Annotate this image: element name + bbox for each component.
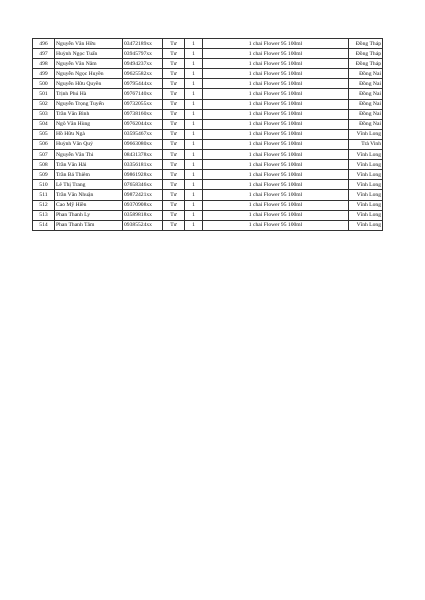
province-cell: Đồng Nai: [349, 119, 383, 129]
quantity-cell: 1: [185, 180, 203, 190]
row-number-cell: 504: [33, 119, 55, 129]
quantity-cell: 1: [185, 200, 203, 210]
province-cell: Đồng Nai: [349, 79, 383, 89]
table-row: [33, 129, 383, 139]
prize-cell: 1 chai Flower 95 100ml: [203, 119, 349, 129]
phone-cell: 09861928xx: [123, 170, 163, 180]
row-number-cell: 502: [33, 99, 55, 109]
name-cell: Nguyễn Hữu Quyền: [55, 79, 123, 89]
quantity-cell: 1: [185, 69, 203, 79]
province-cell: Vĩnh Long: [349, 129, 383, 139]
type-cell: Tư: [163, 129, 185, 139]
name-cell: Trần Văn Nhuận: [55, 190, 123, 200]
table-row: [33, 79, 383, 89]
province-cell: Đồng Nai: [349, 109, 383, 119]
quantity-cell: 1: [185, 109, 203, 119]
type-cell: Tư: [163, 79, 185, 89]
phone-cell: 09795444xx: [123, 79, 163, 89]
prize-cell: 1 chai Flower 95 100ml: [203, 69, 349, 79]
province-cell: Vĩnh Long: [349, 210, 383, 220]
prize-cell: 1 chai Flower 95 100ml: [203, 129, 349, 139]
quantity-cell: 1: [185, 150, 203, 160]
phone-cell: 09625582xx: [123, 69, 163, 79]
quantity-cell: 1: [185, 99, 203, 109]
type-cell: Tư: [163, 99, 185, 109]
type-cell: Tư: [163, 180, 185, 190]
phone-cell: 09767140xx: [123, 89, 163, 99]
prize-cell: 1 chai Flower 95 100ml: [203, 160, 349, 170]
name-cell: Trần Bá Thiêm: [55, 170, 123, 180]
row-number-cell: 501: [33, 89, 55, 99]
table-row: [33, 190, 383, 200]
type-cell: Tư: [163, 170, 185, 180]
row-number-cell: 505: [33, 129, 55, 139]
prize-cell: 1 chai Flower 95 100ml: [203, 89, 349, 99]
row-number-cell: 512: [33, 200, 55, 210]
table-row: [33, 119, 383, 129]
type-cell: Tư: [163, 69, 185, 79]
province-cell: Vĩnh Long: [349, 220, 383, 230]
prize-cell: 1 chai Flower 95 100ml: [203, 39, 349, 49]
province-cell: Vĩnh Long: [349, 160, 383, 170]
table-row: [33, 39, 383, 49]
phone-cell: 09762044xx: [123, 119, 163, 129]
name-cell: Nguyễn Văn Hữu: [55, 39, 123, 49]
phone-cell: 09494237xx: [123, 59, 163, 69]
prize-cell: 1 chai Flower 95 100ml: [203, 99, 349, 109]
table-row: [33, 200, 383, 210]
phone-cell: 03595467xx: [123, 129, 163, 139]
name-cell: Nguyễn Văn Nâm: [55, 59, 123, 69]
name-cell: Lê Thị Trang: [55, 180, 123, 190]
province-cell: Vĩnh Long: [349, 170, 383, 180]
quantity-cell: 1: [185, 160, 203, 170]
row-number-cell: 509: [33, 170, 55, 180]
table-row: [33, 139, 383, 149]
table-row: [33, 160, 383, 170]
type-cell: Tư: [163, 39, 185, 49]
table-row: [33, 210, 383, 220]
row-number-cell: 508: [33, 160, 55, 170]
name-cell: Phan Thanh Ly: [55, 210, 123, 220]
row-number-cell: 510: [33, 180, 55, 190]
prize-cell: 1 chai Flower 95 100ml: [203, 170, 349, 180]
phone-cell: 09663080xx: [123, 139, 163, 149]
province-cell: Đồng Nai: [349, 99, 383, 109]
quantity-cell: 1: [185, 39, 203, 49]
phone-cell: 03472189xx: [123, 39, 163, 49]
type-cell: Tư: [163, 59, 185, 69]
table-row: [33, 180, 383, 190]
quantity-cell: 1: [185, 129, 203, 139]
row-number-cell: 511: [33, 190, 55, 200]
quantity-cell: 1: [185, 139, 203, 149]
name-cell: Trần Văn Bình: [55, 109, 123, 119]
type-cell: Tư: [163, 200, 185, 210]
quantity-cell: 1: [185, 190, 203, 200]
table-row: [33, 59, 383, 69]
prize-cell: 1 chai Flower 95 100ml: [203, 139, 349, 149]
quantity-cell: 1: [185, 210, 203, 220]
table-row: [33, 109, 383, 119]
name-cell: Ngô Văn Hùng: [55, 119, 123, 129]
name-cell: Huỳnh Văn Quý: [55, 139, 123, 149]
name-cell: Trịnh Phú Hà: [55, 89, 123, 99]
type-cell: Tư: [163, 119, 185, 129]
province-cell: Vĩnh Long: [349, 150, 383, 160]
table-row: [33, 69, 383, 79]
row-number-cell: 499: [33, 69, 55, 79]
name-cell: Hồ Hữu Ngà: [55, 129, 123, 139]
row-number-cell: 513: [33, 210, 55, 220]
type-cell: Tư: [163, 220, 185, 230]
prize-cell: 1 chai Flower 95 100ml: [203, 109, 349, 119]
table-row: [33, 49, 383, 59]
type-cell: Tư: [163, 109, 185, 119]
province-cell: Đồng Tháp: [349, 59, 383, 69]
prize-cell: 1 chai Flower 95 100ml: [203, 79, 349, 89]
prize-cell: 1 chai Flower 95 100ml: [203, 49, 349, 59]
prize-cell: 1 chai Flower 95 100ml: [203, 59, 349, 69]
phone-cell: 03589818xx: [123, 210, 163, 220]
phone-cell: 03356181xx: [123, 160, 163, 170]
row-number-cell: 497: [33, 49, 55, 59]
phone-cell: 09370908xx: [123, 200, 163, 210]
table-row: [33, 99, 383, 109]
quantity-cell: 1: [185, 59, 203, 69]
type-cell: Tư: [163, 89, 185, 99]
row-number-cell: 500: [33, 79, 55, 89]
name-cell: Nguyễn Văn Thi: [55, 150, 123, 160]
phone-cell: 09385524xx: [123, 220, 163, 230]
phone-cell: 09872421xx: [123, 190, 163, 200]
name-cell: Trần Văn Hải: [55, 160, 123, 170]
prize-cell: 1 chai Flower 95 100ml: [203, 180, 349, 190]
type-cell: Tư: [163, 139, 185, 149]
prize-cell: 1 chai Flower 95 100ml: [203, 220, 349, 230]
table-row: [33, 220, 383, 230]
quantity-cell: 1: [185, 170, 203, 180]
prize-cell: 1 chai Flower 95 100ml: [203, 150, 349, 160]
table-row: [33, 89, 383, 99]
prize-cell: 1 chai Flower 95 100ml: [203, 190, 349, 200]
quantity-cell: 1: [185, 220, 203, 230]
phone-cell: 09732055xx: [123, 99, 163, 109]
row-number-cell: 506: [33, 139, 55, 149]
phone-cell: 09738160xx: [123, 109, 163, 119]
row-number-cell: 507: [33, 150, 55, 160]
table-row: [33, 170, 383, 180]
prize-cell: 1 chai Flower 95 100ml: [203, 210, 349, 220]
winners-table: [32, 38, 383, 231]
name-cell: Nguyễn Ngọc Huyền: [55, 69, 123, 79]
name-cell: Phan Thanh Tâm: [55, 220, 123, 230]
name-cell: Nguyễn Trọng Tuyến: [55, 99, 123, 109]
type-cell: Tư: [163, 49, 185, 59]
row-number-cell: 503: [33, 109, 55, 119]
quantity-cell: 1: [185, 49, 203, 59]
quantity-cell: 1: [185, 89, 203, 99]
name-cell: Huỳnh Ngọc Tuấn: [55, 49, 123, 59]
table-row: [33, 150, 383, 160]
province-cell: Đồng Nai: [349, 89, 383, 99]
province-cell: Vĩnh Long: [349, 200, 383, 210]
name-cell: Cao Mỹ Hiền: [55, 200, 123, 210]
row-number-cell: 514: [33, 220, 55, 230]
type-cell: Tư: [163, 160, 185, 170]
type-cell: Tư: [163, 150, 185, 160]
province-cell: Đồng Tháp: [349, 39, 383, 49]
type-cell: Tư: [163, 210, 185, 220]
province-cell: Vĩnh Long: [349, 180, 383, 190]
type-cell: Tư: [163, 190, 185, 200]
phone-cell: 07658346xx: [123, 180, 163, 190]
phone-cell: 03945797xx: [123, 49, 163, 59]
quantity-cell: 1: [185, 79, 203, 89]
quantity-cell: 1: [185, 119, 203, 129]
province-cell: Đồng Tháp: [349, 49, 383, 59]
row-number-cell: 496: [33, 39, 55, 49]
row-number-cell: 498: [33, 59, 55, 69]
province-cell: Đồng Nai: [349, 69, 383, 79]
prize-cell: 1 chai Flower 95 100ml: [203, 200, 349, 210]
phone-cell: 08431378xx: [123, 150, 163, 160]
province-cell: Vĩnh Long: [349, 190, 383, 200]
winners-table-body: [33, 39, 383, 231]
province-cell: Trà Vinh: [349, 139, 383, 149]
